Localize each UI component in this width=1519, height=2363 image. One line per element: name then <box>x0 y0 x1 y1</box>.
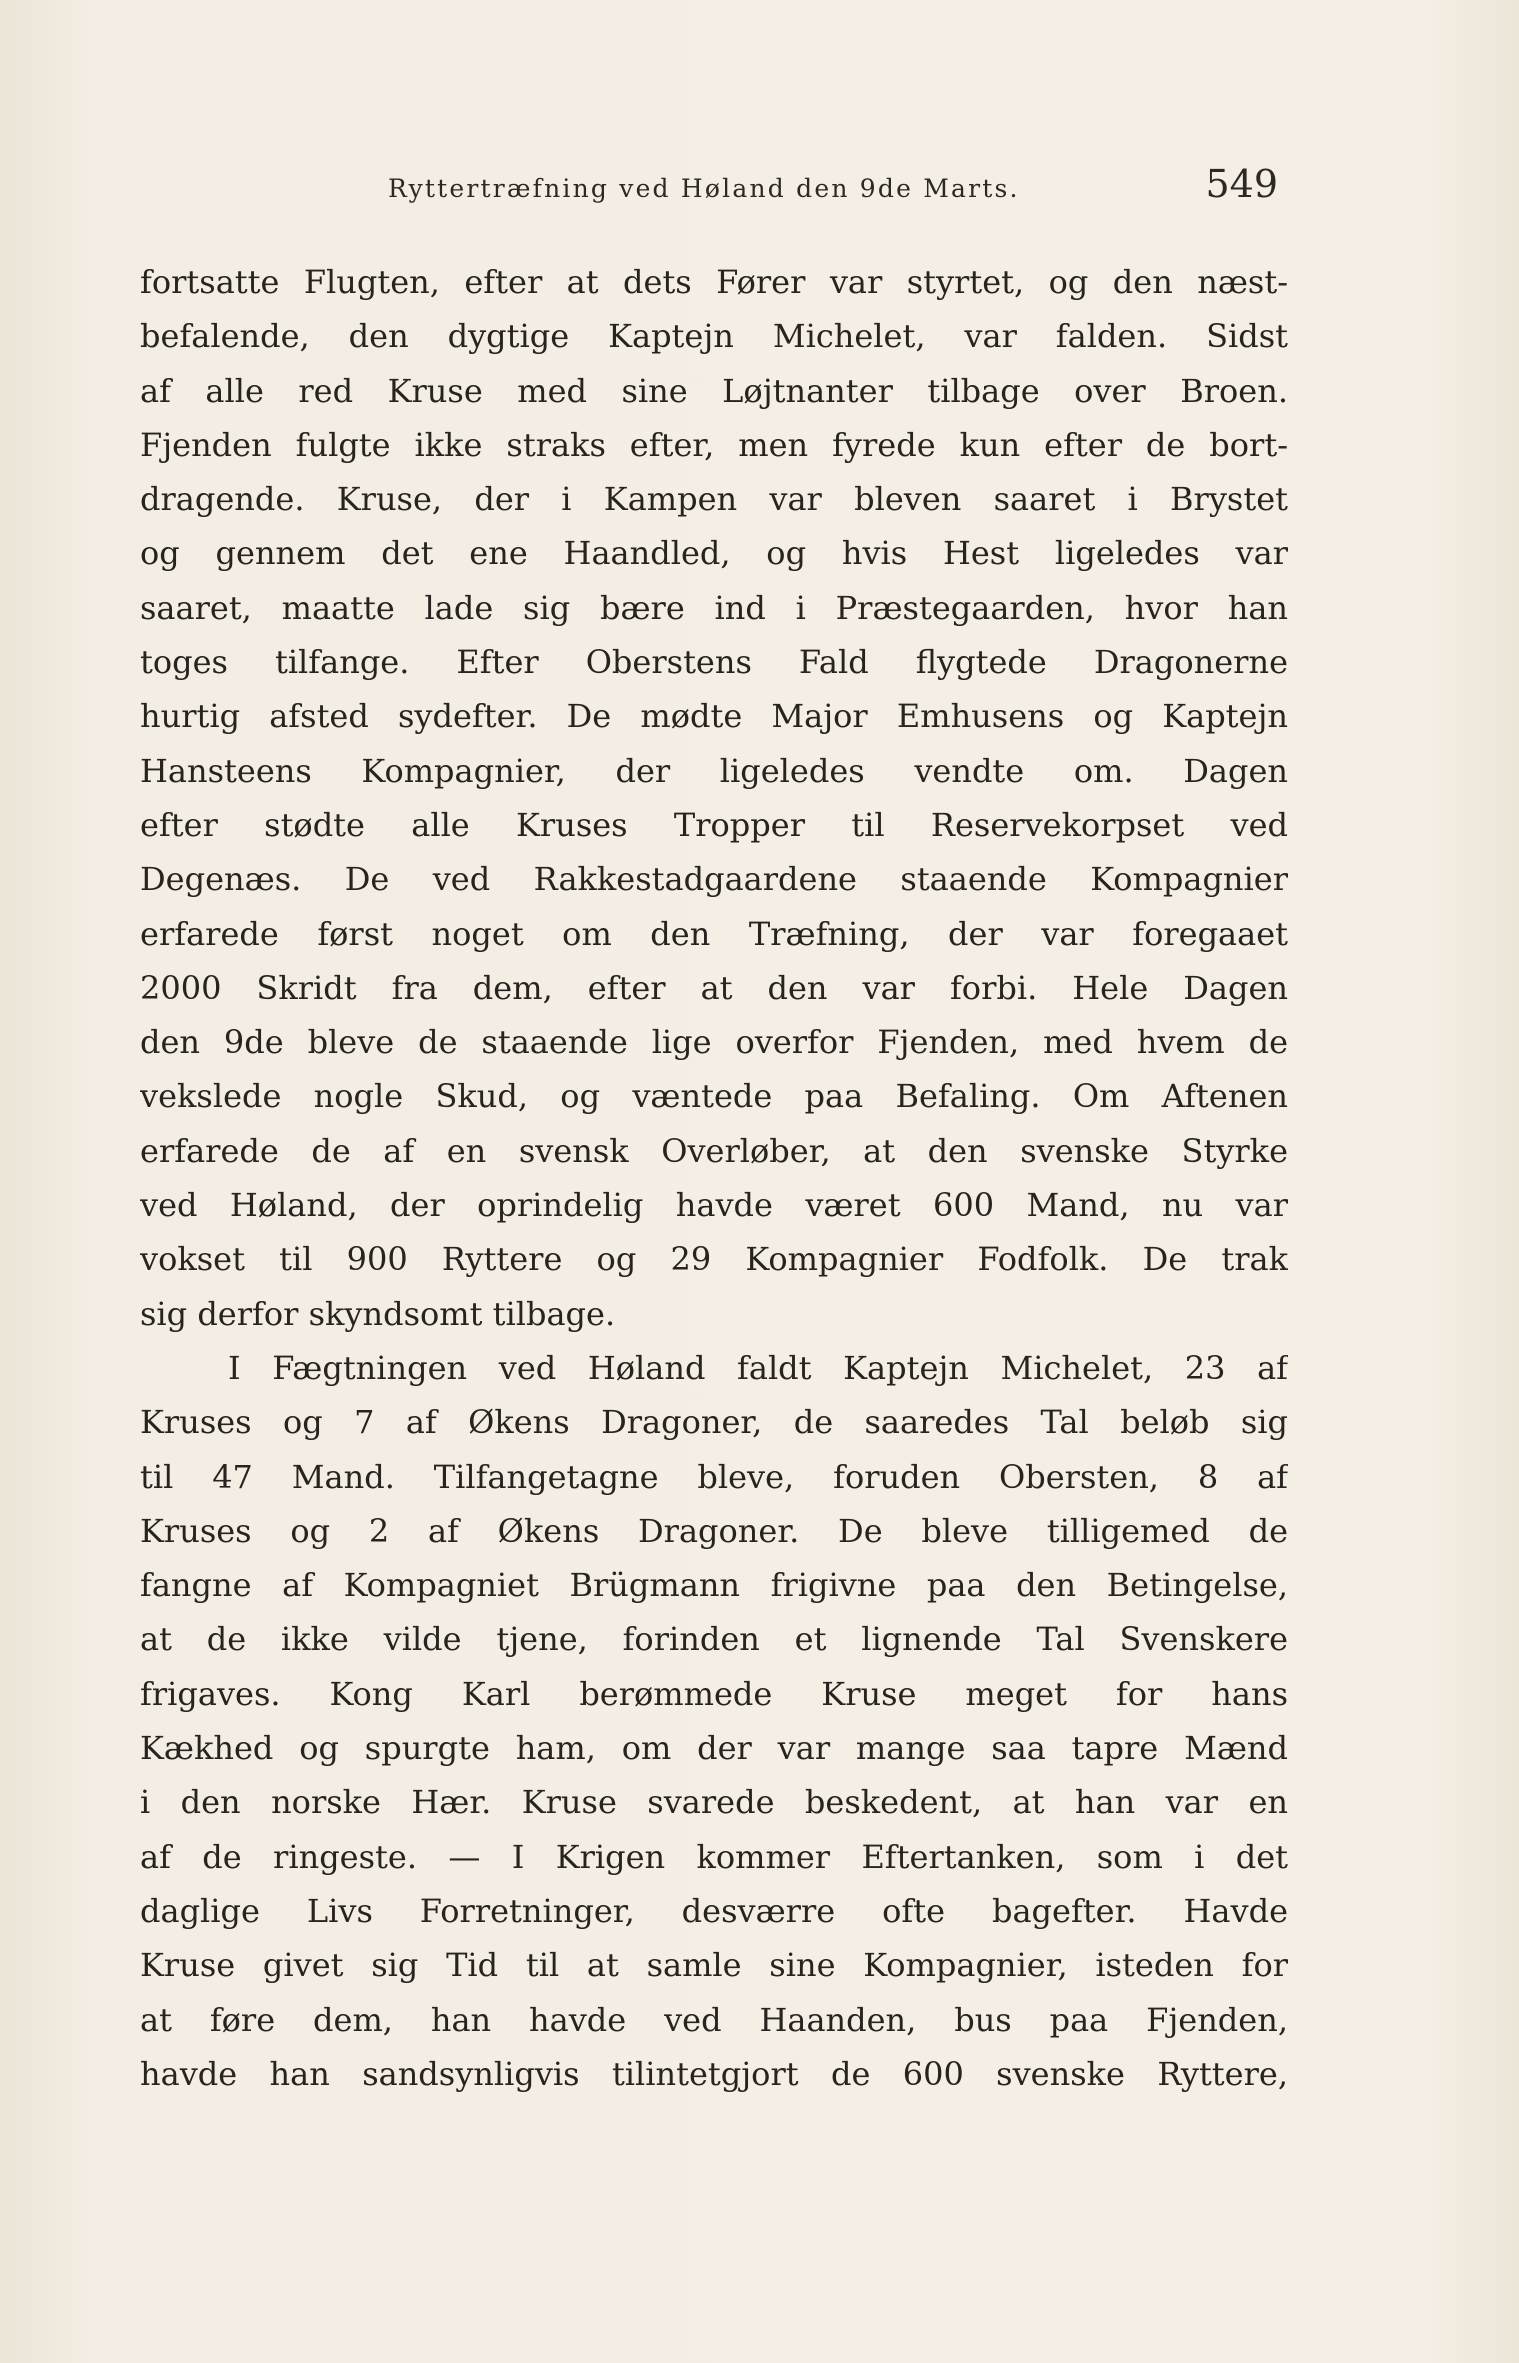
text-line: efter stødte alle Kruses Tropper til Reservekorpset ved <box>140 805 1288 844</box>
page-header <box>388 162 1278 222</box>
text-line: Kruses og 7 af Økens Dragoner, de saaredes Tal beløb sig <box>140 1403 1288 1442</box>
text-line: Degenæs. De ved Rakkestadgaardene staaende Kompagnier <box>140 860 1288 899</box>
text-line: vekslede nogle Skud, og væntede paa Befaling. Om Aftenen <box>140 1077 1288 1116</box>
body-text <box>140 255 1288 2101</box>
text-line: ved Høland, der oprindelig havde været 600 Mand, nu var <box>140 1186 1288 1225</box>
text-line: Kækhed og spurgte ham, om der var mange saa tapre Mænd <box>140 1729 1288 1768</box>
text-line: frigaves. Kong Karl berømmede Kruse meget for hans <box>140 1674 1288 1713</box>
text-line: Fjenden fulgte ikke straks efter, men fyrede kun efter de bort- <box>140 425 1288 464</box>
paragraph-end-line: sig derfor skyndsomt tilbage. <box>140 1294 616 1333</box>
text-line: i den norske Hær. Kruse svarede beskedent, at han var en <box>140 1783 1288 1822</box>
text-line: dragende. Kruse, der i Kampen var bleven saaret i Brystet <box>140 480 1288 519</box>
text-line: 2000 Skridt fra dem, efter at den var forbi. Hele Dagen <box>140 968 1288 1007</box>
page-number: 549 <box>1205 162 1278 206</box>
text-line: fangne af Kompagniet Brügmann frigivne paa den Betingelse, <box>140 1566 1288 1605</box>
text-line: havde han sandsynligvis tilintetgjort de 600 svenske Ryttere, <box>140 2054 1288 2093</box>
text-line: den 9de bleve de staaende lige overfor Fjenden, med hvem de <box>140 1023 1288 1062</box>
text-line: erfarede de af en svensk Overløber, at den svenske Styrke <box>140 1131 1288 1170</box>
running-head: Ryttertræfning ved Høland den 9de Marts. <box>388 174 1020 203</box>
text-line: befalende, den dygtige Kaptejn Michelet, var falden. Sidst <box>140 317 1288 356</box>
text-line: toges tilfange. Efter Oberstens Fald flygtede Dragonerne <box>140 643 1288 682</box>
paragraph-start-line: I Fægtningen ved Høland faldt Kaptejn Michelet, 23 af <box>228 1348 1288 1387</box>
text-line: daglige Livs Forretninger, desværre ofte bagefter. Havde <box>140 1891 1288 1930</box>
text-line: hurtig afsted sydefter. De mødte Major Emhusens og Kaptejn <box>140 697 1288 736</box>
text-line: vokset til 900 Ryttere og 29 Kompagnier Fodfolk. De trak <box>140 1240 1288 1279</box>
text-line: af alle red Kruse med sine Løjtnanter tilbage over Broen. <box>140 371 1288 410</box>
text-line: til 47 Mand. Tilfangetagne bleve, foruden Obersten, 8 af <box>140 1457 1288 1496</box>
text-line: at føre dem, han havde ved Haanden, bus paa Fjenden, <box>140 2000 1288 2039</box>
text-line: at de ikke vilde tjene, forinden et lignende Tal Svenskere <box>140 1620 1288 1659</box>
text-line: Kruse givet sig Tid til at samle sine Kompagnier, isteden for <box>140 1946 1288 1985</box>
text-line: Kruses og 2 af Økens Dragoner. De bleve tilligemed de <box>140 1511 1288 1550</box>
text-line: erfarede først noget om den Træfning, der var foregaaet <box>140 914 1288 953</box>
text-line: og gennem det ene Haandled, og hvis Hest ligeledes var <box>140 534 1288 573</box>
text-line: Hansteens Kompagnier, der ligeledes vendte om. Dagen <box>140 751 1288 790</box>
text-line: af de ringeste. — I Krigen kommer Eftertanken, som i det <box>140 1837 1288 1876</box>
text-line: saaret, maatte lade sig bære ind i Præstegaarden, hvor han <box>140 588 1288 627</box>
text-line: fortsatte Flugten, efter at dets Fører var styrtet, og den næst- <box>140 263 1288 301</box>
